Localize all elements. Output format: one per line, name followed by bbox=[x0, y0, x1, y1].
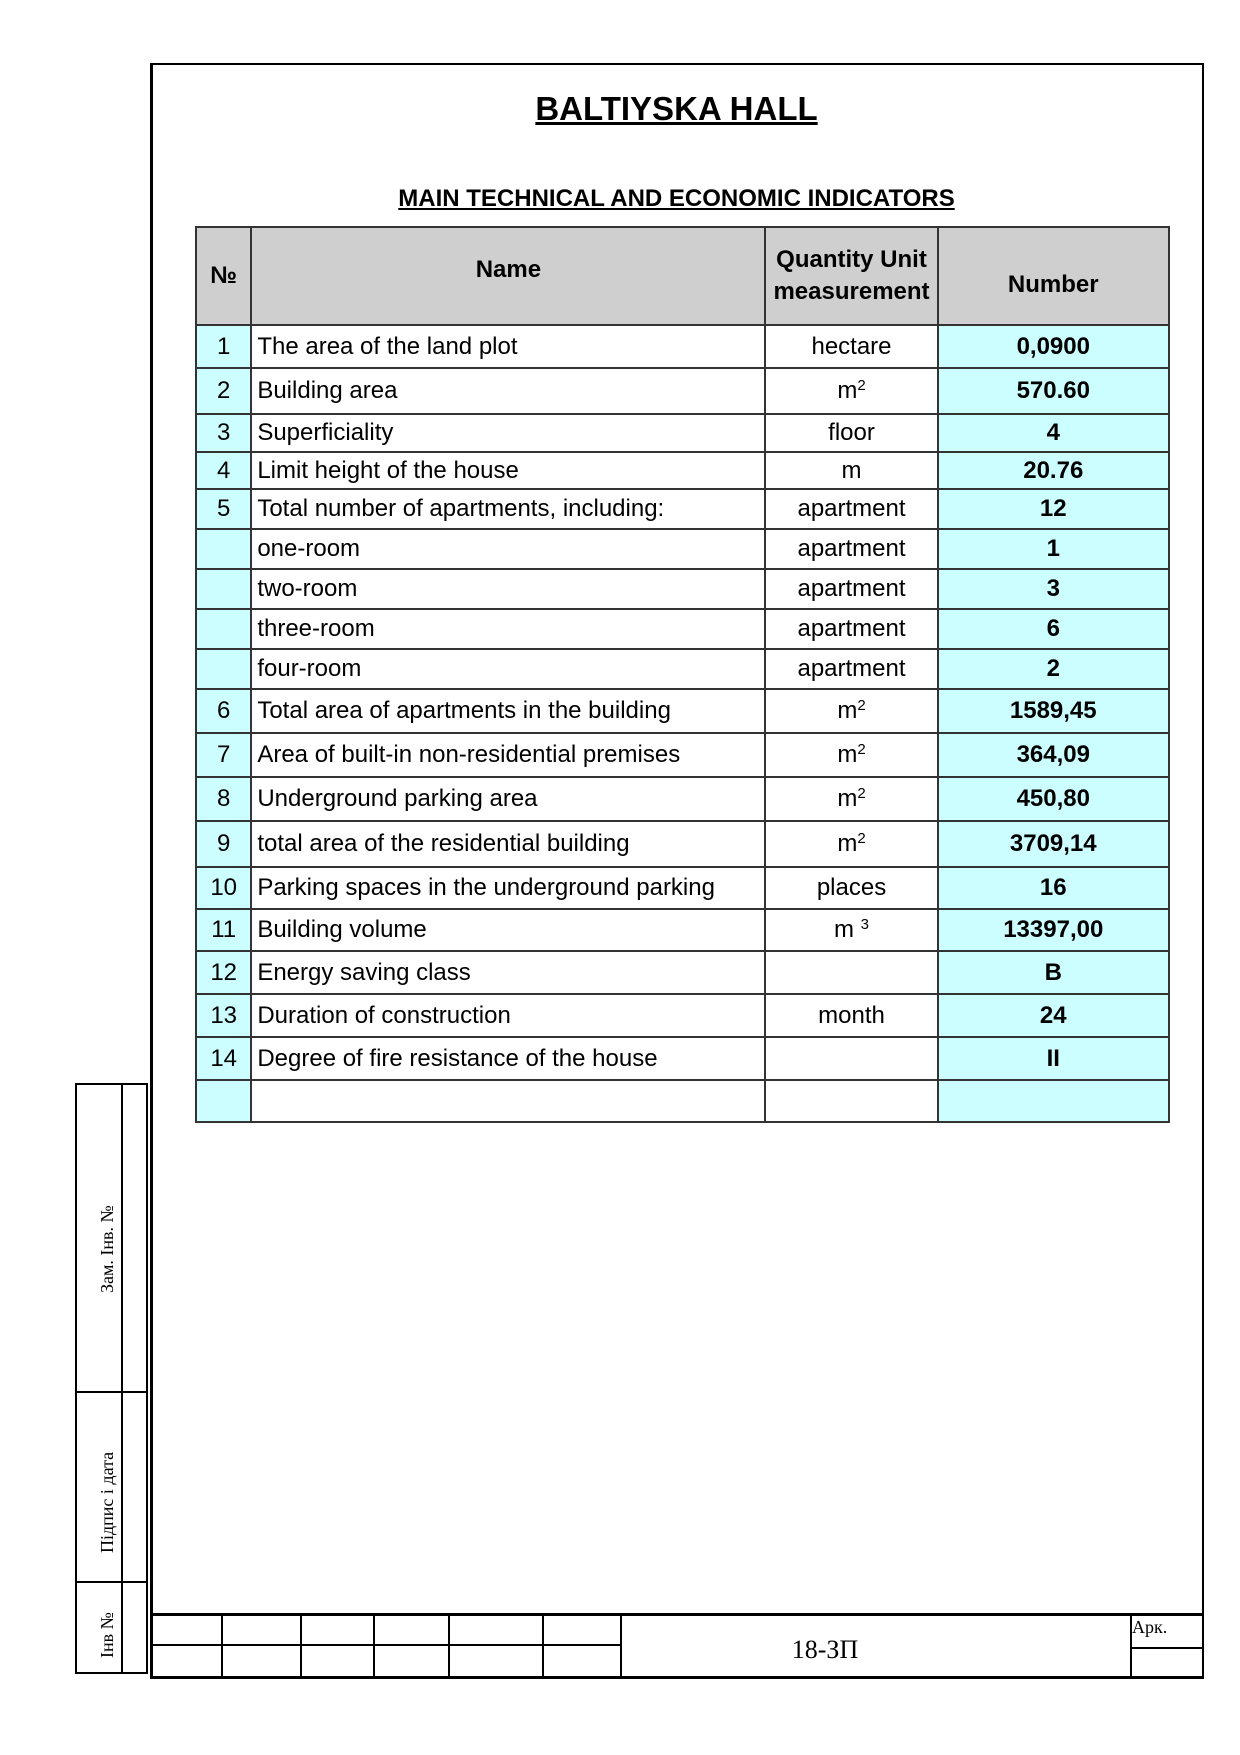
row-value: B bbox=[938, 951, 1169, 994]
row-number bbox=[196, 609, 251, 649]
document-code: 18-ЗП bbox=[791, 1635, 859, 1664]
table-row bbox=[196, 994, 1169, 1037]
row-unit-exponent: 3 bbox=[860, 916, 870, 933]
row-unit-exponent: 2 bbox=[857, 741, 866, 758]
row-number: 12 bbox=[196, 951, 251, 994]
row-value: 3709,14 bbox=[938, 821, 1169, 867]
row-unit-text: apartment bbox=[797, 535, 906, 562]
table-row bbox=[196, 777, 1169, 821]
row-value: 1589,45 bbox=[938, 689, 1169, 733]
row-unit bbox=[765, 414, 937, 452]
row-name: Total number of apartments, including: bbox=[251, 489, 765, 529]
row-name: three-room bbox=[251, 609, 765, 649]
table-row bbox=[196, 951, 1169, 994]
row-number: 1 bbox=[196, 325, 251, 368]
row-unit bbox=[765, 649, 937, 689]
row-number: 2 bbox=[196, 368, 251, 414]
row-unit bbox=[765, 452, 937, 489]
row-unit bbox=[765, 951, 937, 994]
row-unit bbox=[765, 777, 937, 821]
row-number: 14 bbox=[196, 1037, 251, 1080]
row-number bbox=[196, 1080, 251, 1122]
row-unit-text: apartment bbox=[797, 615, 906, 642]
row-unit-text: m bbox=[837, 697, 858, 724]
row-unit bbox=[765, 569, 937, 609]
row-name: Underground parking area bbox=[251, 777, 765, 821]
row-number: 6 bbox=[196, 689, 251, 733]
row-unit-text: apartment bbox=[797, 495, 906, 522]
row-number: 3 bbox=[196, 414, 251, 452]
row-value: 13397,00 bbox=[938, 909, 1169, 951]
row-value: 3 bbox=[938, 569, 1169, 609]
row-number bbox=[196, 529, 251, 569]
row-unit-text: m bbox=[837, 741, 858, 768]
row-unit bbox=[765, 867, 937, 909]
document-title: BALTIYSKA HALL bbox=[535, 90, 818, 127]
signature-date-label: Підпис і дата bbox=[97, 1451, 117, 1553]
row-number: 7 bbox=[196, 733, 251, 777]
title-block bbox=[150, 1613, 1203, 1677]
table-body bbox=[196, 325, 1169, 1122]
table-row bbox=[196, 733, 1169, 777]
row-name: Building area bbox=[251, 368, 765, 414]
side-stamp bbox=[75, 1083, 150, 1674]
row-unit bbox=[765, 909, 937, 951]
row-unit-text: m bbox=[841, 456, 862, 484]
row-unit-exponent: 2 bbox=[857, 377, 866, 394]
inv-label: Інв № bbox=[97, 1612, 117, 1658]
row-unit-text: m bbox=[837, 377, 858, 404]
row-unit-text: m bbox=[837, 785, 858, 812]
row-unit-text: places bbox=[816, 874, 887, 901]
table-row bbox=[196, 909, 1169, 951]
row-name: Parking spaces in the underground parking bbox=[251, 867, 765, 909]
row-name: Total area of apartments in the building bbox=[251, 689, 765, 733]
row-unit-text: hectare bbox=[811, 332, 892, 360]
row-unit bbox=[765, 489, 937, 529]
row-unit-exponent: 2 bbox=[857, 697, 866, 714]
row-value: 2 bbox=[938, 649, 1169, 689]
row-name: Superficiality bbox=[251, 414, 765, 452]
row-value: 364,09 bbox=[938, 733, 1169, 777]
row-name: Building volume bbox=[251, 909, 765, 951]
row-unit bbox=[765, 609, 937, 649]
row-name bbox=[251, 1080, 765, 1122]
row-value: 20.76 bbox=[938, 452, 1169, 489]
row-value: 24 bbox=[938, 994, 1169, 1037]
row-unit bbox=[765, 368, 937, 414]
row-number: 5 bbox=[196, 489, 251, 529]
row-unit-text: apartment bbox=[797, 655, 906, 682]
row-value: 4 bbox=[938, 414, 1169, 452]
row-name: Duration of construction bbox=[251, 994, 765, 1037]
row-number: 10 bbox=[196, 867, 251, 909]
row-number: 13 bbox=[196, 994, 251, 1037]
row-unit-text: floor bbox=[828, 419, 875, 446]
table-row bbox=[196, 609, 1169, 649]
row-value: 570.60 bbox=[938, 368, 1169, 414]
row-name: Energy saving class bbox=[251, 951, 765, 994]
row-value bbox=[938, 1080, 1169, 1122]
row-unit-text: apartment bbox=[797, 575, 906, 602]
table-row bbox=[196, 569, 1169, 609]
table-row bbox=[196, 689, 1169, 733]
row-number: 8 bbox=[196, 777, 251, 821]
table-row bbox=[196, 867, 1169, 909]
table-row bbox=[196, 368, 1169, 414]
row-number bbox=[196, 569, 251, 609]
row-unit-exponent: 2 bbox=[857, 785, 866, 802]
row-unit bbox=[765, 1037, 937, 1080]
row-unit bbox=[765, 733, 937, 777]
row-value: 6 bbox=[938, 609, 1169, 649]
row-unit-exponent: 2 bbox=[857, 830, 866, 847]
row-number bbox=[196, 649, 251, 689]
table-row bbox=[196, 1080, 1169, 1122]
row-number: 11 bbox=[196, 909, 251, 951]
row-unit bbox=[765, 325, 937, 368]
table-row bbox=[196, 452, 1169, 489]
row-unit-text: m bbox=[834, 916, 861, 943]
row-name: The area of the land plot bbox=[251, 325, 765, 368]
row-name: one-room bbox=[251, 529, 765, 569]
header-unit: Quantity Unit measurement bbox=[765, 227, 937, 325]
table-row bbox=[196, 649, 1169, 689]
row-unit bbox=[765, 529, 937, 569]
row-unit-text: month bbox=[818, 1001, 885, 1029]
row-unit bbox=[765, 994, 937, 1037]
row-name: Degree of fire resistance of the house bbox=[251, 1037, 765, 1080]
table-row bbox=[196, 414, 1169, 452]
zam-inv-label: Зам. Інв. № bbox=[97, 1205, 117, 1293]
table-row bbox=[196, 325, 1169, 368]
table-row bbox=[196, 821, 1169, 867]
table-subtitle: MAIN TECHNICAL AND ECONOMIC INDICATORS bbox=[398, 185, 955, 212]
row-name: Limit height of the house bbox=[251, 452, 765, 489]
row-value: 0,0900 bbox=[938, 325, 1169, 368]
row-name: two-room bbox=[251, 569, 765, 609]
row-unit bbox=[765, 821, 937, 867]
table-row bbox=[196, 1037, 1169, 1080]
header-number: Number bbox=[938, 227, 1169, 325]
header-no: № bbox=[196, 227, 251, 325]
row-unit-text: m bbox=[837, 830, 858, 857]
table-row bbox=[196, 529, 1169, 569]
table-header-row bbox=[196, 227, 1169, 325]
row-value: 450,80 bbox=[938, 777, 1169, 821]
row-unit bbox=[765, 1080, 937, 1122]
row-value: 1 bbox=[938, 529, 1169, 569]
row-value: 16 bbox=[938, 867, 1169, 909]
table-row bbox=[196, 489, 1169, 529]
header-name: Name bbox=[251, 227, 765, 325]
indicators-table bbox=[195, 226, 1170, 1123]
row-name: total area of the residential building bbox=[251, 821, 765, 867]
row-number: 4 bbox=[196, 452, 251, 489]
row-value: 12 bbox=[938, 489, 1169, 529]
row-number: 9 bbox=[196, 821, 251, 867]
sheet-label: Арк. bbox=[1132, 1617, 1168, 1637]
row-name: Area of built-in non-residential premises bbox=[251, 733, 765, 777]
row-unit bbox=[765, 689, 937, 733]
row-name: four-room bbox=[251, 649, 765, 689]
row-value: II bbox=[938, 1037, 1169, 1080]
